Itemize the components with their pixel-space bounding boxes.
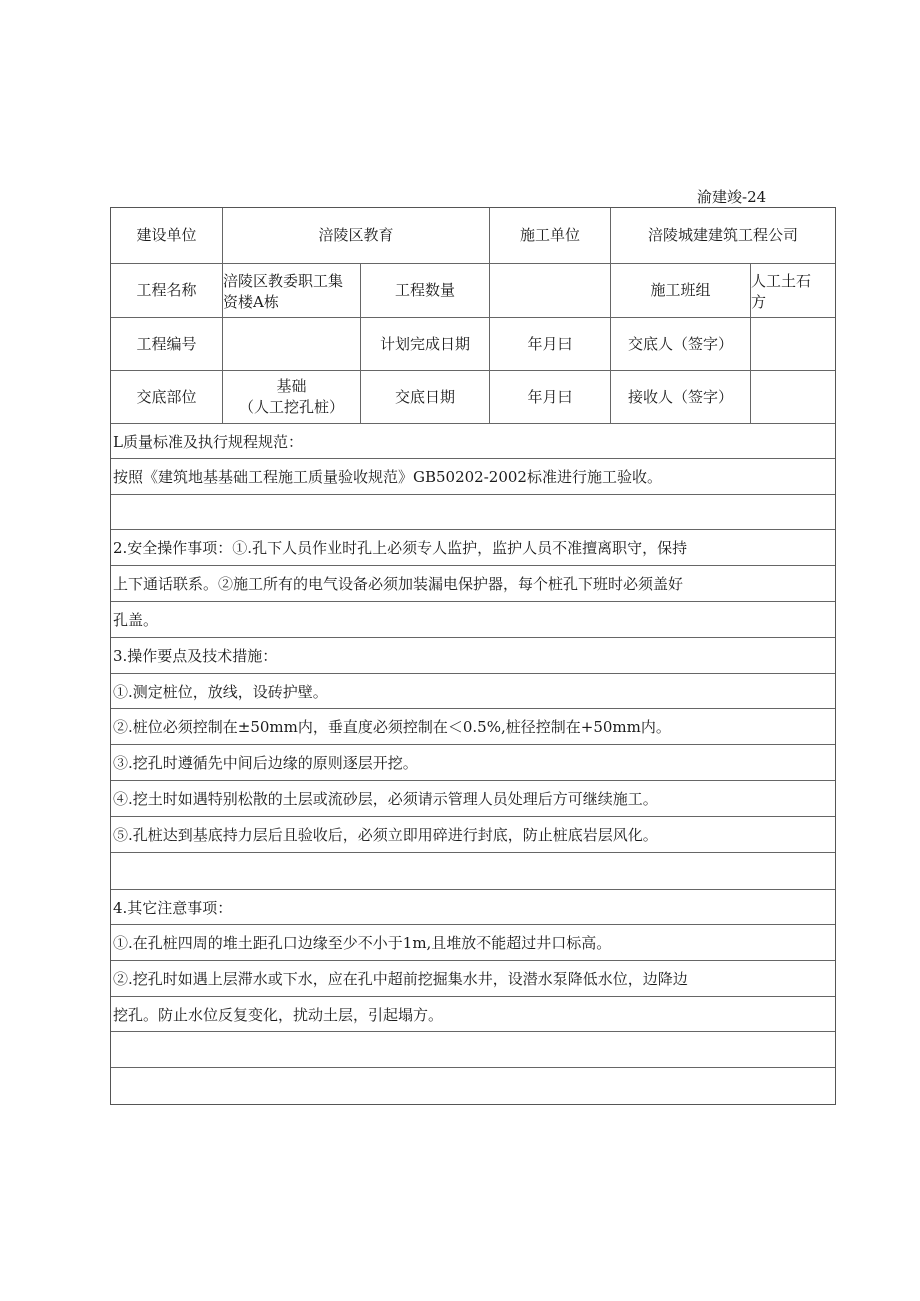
- construction-unit-value: 涪陵城建建筑工程公司: [611, 208, 835, 264]
- team-value-line-1: 人工土石: [751, 272, 812, 290]
- project-name-line-1: 涪陵区教委职工集: [223, 272, 344, 290]
- plan-date-label: 计划完成日期: [361, 318, 490, 371]
- part-value: [223, 371, 361, 424]
- build-unit-label: 建设单位: [111, 208, 223, 264]
- body-line: 挖孔。防止水位反复变化，扰动土层，引起塌方。: [111, 997, 835, 1032]
- project-name-value: [223, 264, 361, 318]
- construction-unit-label: 施工单位: [490, 208, 611, 264]
- body-line: [111, 495, 835, 530]
- quantity-label: 工程数量: [361, 264, 490, 318]
- body-line: [111, 853, 835, 890]
- body-line: ①.在孔桩四周的堆土距孔口边缘至少不小于1m,且堆放不能超过井口标高。: [111, 925, 835, 961]
- project-no-label: 工程编号: [111, 318, 223, 371]
- team-value: [751, 264, 835, 318]
- quantity-value: [490, 264, 611, 318]
- handover-date-value: 年月曰: [490, 371, 611, 424]
- handover-person-label: 交底人（签字）: [611, 318, 751, 371]
- body-line: 2.安全操作事项：①.孔下人员作业时孔上必须专人监护，监护人员不准擅离职守，保持: [111, 530, 835, 566]
- body-line: L质量标准及执行规程规范：: [111, 424, 835, 459]
- body-line: 按照《建筑地基基础工程施工质量验收规范》GB50202-2002标准进行施工验收。: [111, 459, 835, 495]
- project-no-value: [223, 318, 361, 371]
- body-line: [111, 1032, 835, 1068]
- body-line: ②.桩位必须控制在±50mm内，垂直度必须控制在＜0.5%,桩径控制在+50mm内。: [111, 709, 835, 745]
- project-name-line-2: 资楼A栋: [223, 293, 279, 311]
- team-label: 施工班组: [611, 264, 751, 318]
- body-line: ②.挖孔时如遇上层滞水或下水，应在孔中超前挖掘集水井，设潜水泵降低水位，边降边: [111, 961, 835, 997]
- part-value-line-2: （人工挖孔桩）: [238, 398, 344, 416]
- body-line: ⑤.孔桩达到基底持力层后且验收后，必须立即用碎进行封底，防止桩底岩层风化。: [111, 817, 835, 853]
- body-line: 4.其它注意事项：: [111, 890, 835, 925]
- body-line: ①.测定桩位，放线，设砖护壁。: [111, 674, 835, 709]
- part-label: 交底部位: [111, 371, 223, 424]
- part-value-line-1: 基础: [276, 377, 307, 395]
- plan-date-value: 年月曰: [490, 318, 611, 371]
- body-line: 孔盖。: [111, 602, 835, 638]
- document-code: 渝建竣-24: [697, 188, 767, 206]
- project-name-label: 工程名称: [111, 264, 223, 318]
- body-line: ③.挖孔时遵循先中间后边缘的原则逐层开挖。: [111, 745, 835, 781]
- body-line: 上下通话联系。②施工所有的电气设备必须加装漏电保护器，每个桩孔下班时必须盖好: [111, 566, 835, 602]
- receiver-signature: [751, 371, 835, 424]
- handover-date-label: 交底日期: [361, 371, 490, 424]
- body-line: ④.挖土时如遇特别松散的土层或流砂层，必须请示管理人员处理后方可继续施工。: [111, 781, 835, 817]
- build-unit-value: 涪陵区教育: [223, 208, 490, 264]
- body-line: 3.操作要点及技术措施：: [111, 638, 835, 674]
- body-line: [111, 1068, 835, 1104]
- team-value-line-2: 方: [751, 293, 767, 311]
- receiver-label: 接收人（签字）: [611, 371, 751, 424]
- handover-person-signature: [751, 318, 835, 371]
- handover-form: [110, 207, 836, 1105]
